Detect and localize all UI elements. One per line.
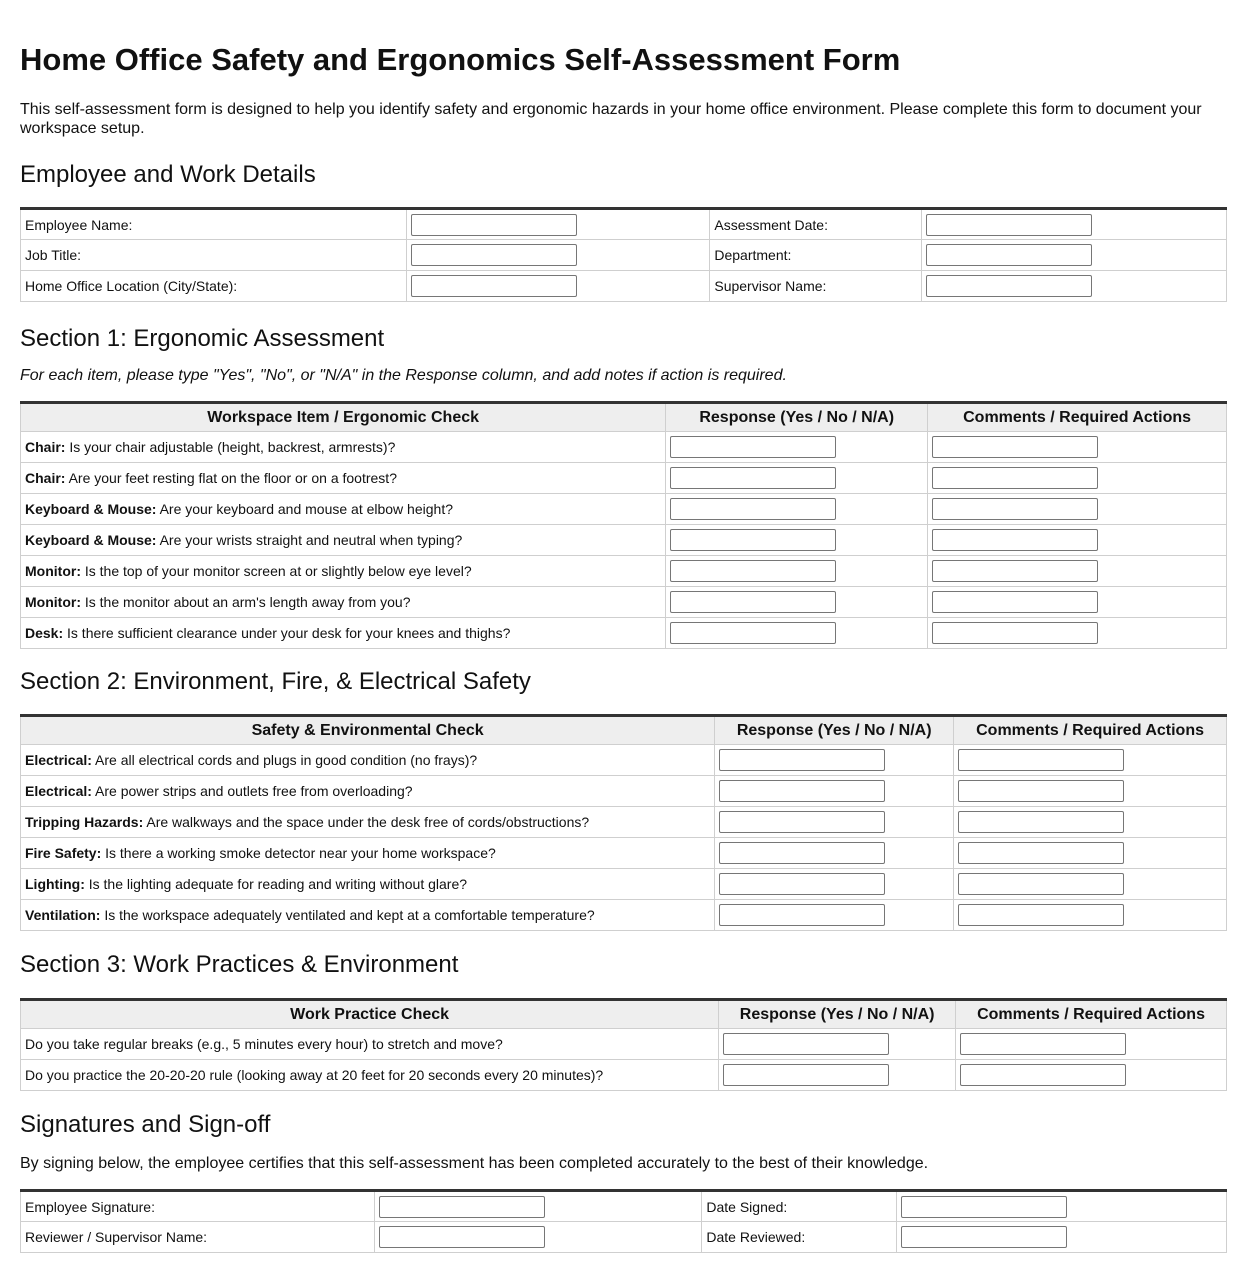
section1-heading: Section 1: Ergonomic Assessment xyxy=(20,325,385,352)
table-row xyxy=(21,587,1227,618)
table-header-row xyxy=(21,716,1227,745)
comments-input[interactable] xyxy=(932,622,1098,644)
table-row xyxy=(21,618,1227,649)
item-question: Is the top of your monitor screen at or slightly below eye level? xyxy=(80,563,472,579)
table-header-row xyxy=(21,403,1227,432)
item-category: Ventilation: xyxy=(25,907,101,923)
section3-heading: Section 3: Work Practices & Environment xyxy=(20,951,459,978)
comments-input[interactable] xyxy=(958,780,1124,802)
signatures-note: By signing below, the employee certifies that this self-assessment has been completed accurately to the best of their knowledge. xyxy=(20,1155,929,1172)
item-question: Are your wrists straight and neutral when typing? xyxy=(156,532,463,548)
item-category: Keyboard & Mouse: xyxy=(25,501,157,517)
section3-table xyxy=(20,998,1227,1091)
table-row xyxy=(21,900,1227,931)
job-title-field[interactable] xyxy=(411,244,577,266)
column-header-item: Safety & Environmental Check xyxy=(21,716,715,745)
comments-input[interactable] xyxy=(932,436,1098,458)
supervisor-name-label: Supervisor Name: xyxy=(710,271,922,302)
item-category: Desk: xyxy=(25,625,64,641)
column-header-comments: Comments / Required Actions xyxy=(954,716,1227,745)
location-label: Home Office Location (City/State): xyxy=(21,271,407,302)
response-input[interactable] xyxy=(670,436,836,458)
supervisor-name-field[interactable] xyxy=(926,275,1092,297)
comments-input[interactable] xyxy=(932,498,1098,520)
response-input[interactable] xyxy=(719,842,885,864)
date-signed-label: Date Signed: xyxy=(702,1191,897,1222)
response-input[interactable] xyxy=(670,591,836,613)
intro-text: This self-assessment form is designed to help you identify safety and ergonomic hazards in your home office environment. Please complete this form to document your workspace setup. xyxy=(20,101,1202,137)
table-row xyxy=(21,869,1227,900)
page-title: Home Office Safety and Ergonomics Self-Assessment Form xyxy=(20,42,901,77)
column-header-item: Workspace Item / Ergonomic Check xyxy=(21,403,666,432)
table-row xyxy=(21,745,1227,776)
table-header-row xyxy=(21,1000,1227,1029)
item-question: Are your feet resting flat on the floor or on a footrest? xyxy=(65,470,397,486)
table-row xyxy=(21,1191,1227,1222)
comments-input[interactable] xyxy=(960,1033,1126,1055)
item-question: Is the monitor about an arm's length away from you? xyxy=(80,594,411,610)
comments-input[interactable] xyxy=(932,591,1098,613)
response-input[interactable] xyxy=(723,1064,889,1086)
table-row xyxy=(21,776,1227,807)
column-header-response: Response (Yes / No / N/A) xyxy=(666,403,928,432)
comments-input[interactable] xyxy=(932,560,1098,582)
employee-signature-field[interactable] xyxy=(379,1196,545,1218)
item-question: Are all electrical cords and plugs in good condition (no frays)? xyxy=(91,752,478,768)
reviewer-name-label: Reviewer / Supervisor Name: xyxy=(21,1222,375,1253)
signatures-table xyxy=(20,1189,1227,1253)
comments-input[interactable] xyxy=(958,842,1124,864)
item-question: Is your chair adjustable (height, backrest, armrests)? xyxy=(65,439,396,455)
date-reviewed-label: Date Reviewed: xyxy=(702,1222,897,1253)
column-header-item: Work Practice Check xyxy=(21,1000,719,1029)
employee-signature-label: Employee Signature: xyxy=(21,1191,375,1222)
assessment-date-field[interactable] xyxy=(926,214,1092,236)
item-category: Fire Safety: xyxy=(25,845,102,861)
table-row xyxy=(21,271,1227,302)
column-header-response: Response (Yes / No / N/A) xyxy=(715,716,954,745)
response-input[interactable] xyxy=(723,1033,889,1055)
comments-input[interactable] xyxy=(958,749,1124,771)
department-field[interactable] xyxy=(926,244,1092,266)
item-question: Do you take regular breaks (e.g., 5 minutes every hour) to stretch and move? xyxy=(21,1029,719,1060)
item-question: Do you practice the 20-20-20 rule (looking away at 20 feet for 20 seconds every 20 minutes)? xyxy=(21,1060,719,1091)
table-row xyxy=(21,838,1227,869)
item-category: Lighting: xyxy=(25,876,85,892)
table-row xyxy=(21,1029,1227,1060)
job-title-label: Job Title: xyxy=(21,240,407,271)
table-row xyxy=(21,494,1227,525)
response-input[interactable] xyxy=(670,529,836,551)
employee-name-label: Employee Name: xyxy=(21,209,407,240)
table-row xyxy=(21,525,1227,556)
response-input[interactable] xyxy=(670,622,836,644)
response-input[interactable] xyxy=(719,904,885,926)
response-input[interactable] xyxy=(719,873,885,895)
column-header-comments: Comments / Required Actions xyxy=(956,1000,1227,1029)
table-row xyxy=(21,556,1227,587)
item-question: Is the lighting adequate for reading and writing without glare? xyxy=(84,876,468,892)
item-question: Are walkways and the space under the desk free of cords/obstructions? xyxy=(143,814,590,830)
item-category: Monitor: xyxy=(25,594,81,610)
comments-input[interactable] xyxy=(932,467,1098,489)
column-header-response: Response (Yes / No / N/A) xyxy=(719,1000,956,1029)
response-input[interactable] xyxy=(670,498,836,520)
comments-input[interactable] xyxy=(932,529,1098,551)
table-row xyxy=(21,1222,1227,1253)
item-question: Is there sufficient clearance under your desk for your knees and thighs? xyxy=(63,625,511,641)
comments-input[interactable] xyxy=(958,904,1124,926)
section1-table xyxy=(20,401,1227,649)
item-category: Chair: xyxy=(25,470,66,486)
table-row xyxy=(21,432,1227,463)
table-row xyxy=(21,807,1227,838)
table-row xyxy=(21,240,1227,271)
date-reviewed-field[interactable] xyxy=(901,1226,1067,1248)
item-question: Is there a working smoke detector near your home workspace? xyxy=(101,845,496,861)
item-question: Are your keyboard and mouse at elbow height? xyxy=(156,501,453,517)
section2-table xyxy=(20,714,1227,931)
section1-instruction: For each item, please type "Yes", "No", or "N/A" in the Response column, and add notes if action is required. xyxy=(20,367,787,384)
item-category: Monitor: xyxy=(25,563,81,579)
table-row xyxy=(21,1060,1227,1091)
table-row xyxy=(21,209,1227,240)
item-category: Chair: xyxy=(25,439,66,455)
employee-details-table xyxy=(20,207,1227,302)
item-category: Electrical: xyxy=(25,783,92,799)
table-row xyxy=(21,463,1227,494)
location-field[interactable] xyxy=(411,275,577,297)
assessment-date-label: Assessment Date: xyxy=(710,209,922,240)
date-signed-field[interactable] xyxy=(901,1196,1067,1218)
response-input[interactable] xyxy=(719,749,885,771)
reviewer-name-field[interactable] xyxy=(379,1226,545,1248)
item-question: Are power strips and outlets free from overloading? xyxy=(91,783,413,799)
employee-name-field[interactable] xyxy=(411,214,577,236)
item-question: Is the workspace adequately ventilated and kept at a comfortable temperature? xyxy=(100,907,595,923)
signatures-heading: Signatures and Sign-off xyxy=(20,1111,271,1138)
item-category: Electrical: xyxy=(25,752,92,768)
employee-details-heading: Employee and Work Details xyxy=(20,161,316,188)
response-input[interactable] xyxy=(719,780,885,802)
response-input[interactable] xyxy=(670,467,836,489)
column-header-comments: Comments / Required Actions xyxy=(928,403,1227,432)
comments-input[interactable] xyxy=(960,1064,1126,1086)
response-input[interactable] xyxy=(670,560,836,582)
department-label: Department: xyxy=(710,240,922,271)
response-input[interactable] xyxy=(719,811,885,833)
comments-input[interactable] xyxy=(958,811,1124,833)
item-category: Tripping Hazards: xyxy=(25,814,144,830)
section2-heading: Section 2: Environment, Fire, & Electrical Safety xyxy=(20,668,531,695)
comments-input[interactable] xyxy=(958,873,1124,895)
item-category: Keyboard & Mouse: xyxy=(25,532,157,548)
